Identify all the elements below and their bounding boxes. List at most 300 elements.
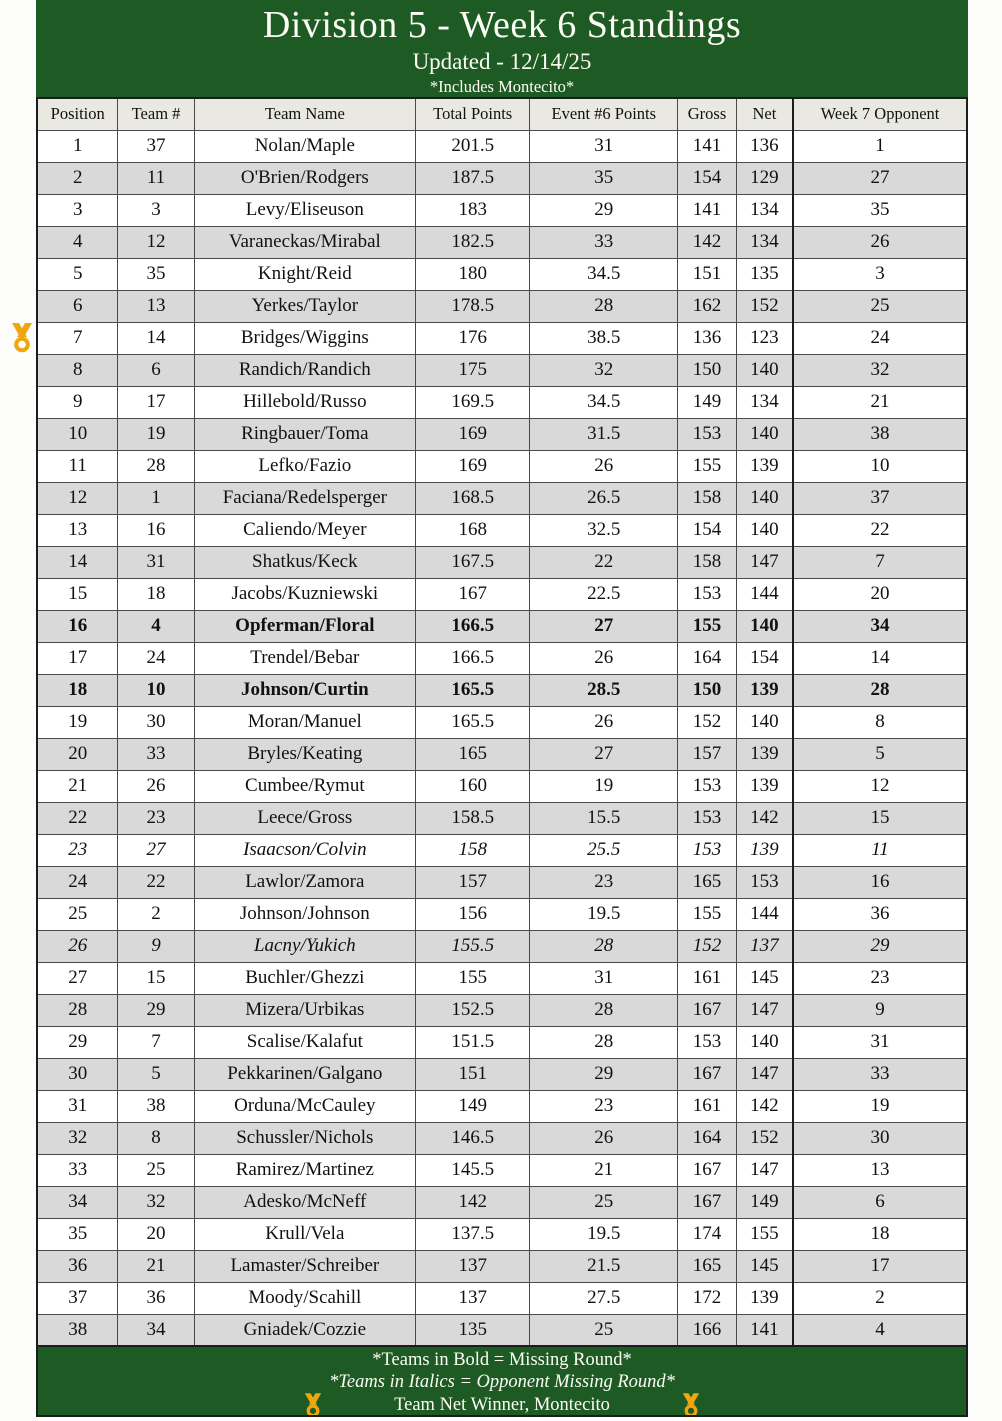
cell-total-points: 166.5 — [416, 610, 530, 642]
cell-total-points: 183 — [416, 194, 530, 226]
cell-position: 35 — [37, 1218, 118, 1250]
cell-team-name: Varaneckas/Mirabal — [194, 226, 415, 258]
cell-gross: 153 — [678, 802, 737, 834]
cell-net: 147 — [736, 994, 793, 1026]
cell-position: 38 — [37, 1314, 118, 1346]
cell-total-points: 201.5 — [416, 130, 530, 162]
table-row — [37, 322, 967, 354]
cell-team-num: 2 — [118, 898, 194, 930]
cell-team-name: Caliendo/Meyer — [194, 514, 415, 546]
footer-legend-band — [36, 1347, 968, 1417]
cell-week7-opponent: 31 — [793, 1026, 967, 1058]
cell-team-num: 23 — [118, 802, 194, 834]
cell-team-name: Moody/Scahill — [194, 1282, 415, 1314]
col-header-total-points: Total Points — [416, 98, 530, 130]
cell-event6-points: 23 — [530, 1090, 678, 1122]
cell-total-points: 168.5 — [416, 482, 530, 514]
cell-team-num: 9 — [118, 930, 194, 962]
cell-position: 6 — [37, 290, 118, 322]
cell-total-points: 168 — [416, 514, 530, 546]
cell-team-name: Lefko/Fazio — [194, 450, 415, 482]
table-row — [37, 866, 967, 898]
cell-gross: 153 — [678, 578, 737, 610]
cell-gross: 153 — [678, 834, 737, 866]
cell-team-name: Bridges/Wiggins — [194, 322, 415, 354]
cell-team-num: 30 — [118, 706, 194, 738]
cell-net: 140 — [736, 1026, 793, 1058]
cell-gross: 161 — [678, 1090, 737, 1122]
cell-total-points: 156 — [416, 898, 530, 930]
cell-team-num: 28 — [118, 450, 194, 482]
cell-team-name: Cumbee/Rymut — [194, 770, 415, 802]
cell-event6-points: 26 — [530, 450, 678, 482]
cell-gross: 164 — [678, 1122, 737, 1154]
table-row — [37, 834, 967, 866]
cell-total-points: 152.5 — [416, 994, 530, 1026]
cell-team-num: 27 — [118, 834, 194, 866]
cell-team-name: Lawlor/Zamora — [194, 866, 415, 898]
cell-total-points: 176 — [416, 322, 530, 354]
cell-gross: 153 — [678, 418, 737, 450]
cell-week7-opponent: 35 — [793, 194, 967, 226]
cell-position: 16 — [37, 610, 118, 642]
table-header — [37, 98, 967, 130]
cell-gross: 158 — [678, 546, 737, 578]
cell-event6-points: 19.5 — [530, 1218, 678, 1250]
cell-event6-points: 35 — [530, 162, 678, 194]
cell-gross: 167 — [678, 1058, 737, 1090]
cell-total-points: 169 — [416, 450, 530, 482]
cell-position: 23 — [37, 834, 118, 866]
cell-gross: 152 — [678, 706, 737, 738]
cell-week7-opponent: 11 — [793, 834, 967, 866]
cell-position: 5 — [37, 258, 118, 290]
cell-position: 8 — [37, 354, 118, 386]
cell-team-name: Gniadek/Cozzie — [194, 1314, 415, 1346]
cell-position: 15 — [37, 578, 118, 610]
page-title: Division 5 - Week 6 Standings — [262, 4, 742, 46]
cell-week7-opponent: 27 — [793, 162, 967, 194]
cell-team-name: Leece/Gross — [194, 802, 415, 834]
table-row — [37, 194, 967, 226]
cell-total-points: 145.5 — [416, 1154, 530, 1186]
cell-week7-opponent: 32 — [793, 354, 967, 386]
cell-net: 134 — [736, 226, 793, 258]
cell-team-name: Adesko/McNeff — [194, 1186, 415, 1218]
cell-total-points: 137.5 — [416, 1218, 530, 1250]
cell-event6-points: 33 — [530, 226, 678, 258]
cell-net: 139 — [736, 738, 793, 770]
cell-net: 140 — [736, 706, 793, 738]
cell-team-name: Johnson/Johnson — [194, 898, 415, 930]
standings-table — [36, 97, 968, 1347]
cell-team-name: Buchler/Ghezzi — [194, 962, 415, 994]
cell-team-name: Levy/Eliseuson — [194, 194, 415, 226]
cell-gross: 136 — [678, 322, 737, 354]
cell-team-num: 22 — [118, 866, 194, 898]
cell-team-name: Lamaster/Schreiber — [194, 1250, 415, 1282]
cell-event6-points: 26 — [530, 706, 678, 738]
cell-event6-points: 19.5 — [530, 898, 678, 930]
cell-net: 139 — [736, 450, 793, 482]
cell-gross: 162 — [678, 290, 737, 322]
medal-legend-line — [38, 1393, 966, 1417]
cell-total-points: 165.5 — [416, 706, 530, 738]
cell-gross: 161 — [678, 962, 737, 994]
cell-team-num: 21 — [118, 1250, 194, 1282]
cell-total-points: 167.5 — [416, 546, 530, 578]
cell-event6-points: 28 — [530, 290, 678, 322]
cell-team-name: Johnson/Curtin — [194, 674, 415, 706]
cell-event6-points: 21 — [530, 1154, 678, 1186]
cell-team-num: 36 — [118, 1282, 194, 1314]
table-row — [37, 1058, 967, 1090]
cell-gross: 141 — [678, 130, 737, 162]
cell-week7-opponent: 2 — [793, 1282, 967, 1314]
cell-net: 140 — [736, 610, 793, 642]
cell-team-num: 14 — [118, 322, 194, 354]
cell-week7-opponent: 29 — [793, 930, 967, 962]
cell-net: 142 — [736, 1090, 793, 1122]
table-row — [37, 162, 967, 194]
cell-net: 140 — [736, 418, 793, 450]
cell-team-name: Shatkus/Keck — [194, 546, 415, 578]
cell-position: 11 — [37, 450, 118, 482]
cell-event6-points: 34.5 — [530, 386, 678, 418]
cell-position: 36 — [37, 1250, 118, 1282]
cell-gross: 167 — [678, 994, 737, 1026]
net-winner-medal-icon — [11, 323, 33, 353]
cell-net: 147 — [736, 546, 793, 578]
cell-position: 22 — [37, 802, 118, 834]
cell-net: 140 — [736, 482, 793, 514]
cell-event6-points: 26.5 — [530, 482, 678, 514]
cell-net: 154 — [736, 642, 793, 674]
table-row — [37, 1026, 967, 1058]
table-row — [37, 578, 967, 610]
cell-position: 1 — [37, 130, 118, 162]
table-row — [37, 674, 967, 706]
cell-net: 123 — [736, 322, 793, 354]
cell-event6-points: 29 — [530, 1058, 678, 1090]
cell-gross: 167 — [678, 1154, 737, 1186]
cell-gross: 154 — [678, 162, 737, 194]
cell-team-name: Pekkarinen/Galgano — [194, 1058, 415, 1090]
cell-total-points: 180 — [416, 258, 530, 290]
cell-event6-points: 28 — [530, 1026, 678, 1058]
cell-event6-points: 25 — [530, 1314, 678, 1346]
cell-week7-opponent: 20 — [793, 578, 967, 610]
cell-position: 18 — [37, 674, 118, 706]
cell-position: 31 — [37, 1090, 118, 1122]
cell-gross: 142 — [678, 226, 737, 258]
cell-week7-opponent: 1 — [793, 130, 967, 162]
cell-gross: 153 — [678, 1026, 737, 1058]
cell-total-points: 165 — [416, 738, 530, 770]
table-row — [37, 514, 967, 546]
cell-net: 147 — [736, 1058, 793, 1090]
medal-legend-text: Team Net Winner, Montecito — [394, 1395, 610, 1415]
cell-team-name: Krull/Vela — [194, 1218, 415, 1250]
table-row — [37, 1250, 967, 1282]
cell-team-name: Ramirez/Martinez — [194, 1154, 415, 1186]
cell-team-num: 38 — [118, 1090, 194, 1122]
table-body — [37, 130, 967, 1346]
cell-total-points: 146.5 — [416, 1122, 530, 1154]
cell-total-points: 135 — [416, 1314, 530, 1346]
table-row — [37, 482, 967, 514]
cell-gross: 152 — [678, 930, 737, 962]
cell-team-num: 11 — [118, 162, 194, 194]
cell-net: 144 — [736, 898, 793, 930]
table-row — [37, 610, 967, 642]
cell-team-num: 1 — [118, 482, 194, 514]
cell-total-points: 158.5 — [416, 802, 530, 834]
col-header-net: Net — [736, 98, 793, 130]
cell-event6-points: 32 — [530, 354, 678, 386]
cell-week7-opponent: 7 — [793, 546, 967, 578]
cell-gross: 154 — [678, 514, 737, 546]
cell-total-points: 165.5 — [416, 674, 530, 706]
title-band — [36, 0, 968, 97]
cell-gross: 165 — [678, 1250, 737, 1282]
cell-gross: 158 — [678, 482, 737, 514]
cell-event6-points: 19 — [530, 770, 678, 802]
cell-team-num: 6 — [118, 354, 194, 386]
table-row — [37, 994, 967, 1026]
cell-team-name: Orduna/McCauley — [194, 1090, 415, 1122]
cell-position: 25 — [37, 898, 118, 930]
cell-event6-points: 31.5 — [530, 418, 678, 450]
cell-position: 34 — [37, 1186, 118, 1218]
cell-total-points: 151.5 — [416, 1026, 530, 1058]
cell-total-points: 182.5 — [416, 226, 530, 258]
table-row — [37, 642, 967, 674]
cell-net: 153 — [736, 866, 793, 898]
cell-team-name: Jacobs/Kuzniewski — [194, 578, 415, 610]
cell-team-num: 32 — [118, 1186, 194, 1218]
cell-position: 17 — [37, 642, 118, 674]
cell-team-num: 18 — [118, 578, 194, 610]
cell-week7-opponent: 24 — [793, 322, 967, 354]
cell-position: 30 — [37, 1058, 118, 1090]
cell-week7-opponent: 16 — [793, 866, 967, 898]
cell-position: 21 — [37, 770, 118, 802]
cell-gross: 155 — [678, 898, 737, 930]
cell-event6-points: 38.5 — [530, 322, 678, 354]
cell-team-num: 29 — [118, 994, 194, 1026]
cell-total-points: 175 — [416, 354, 530, 386]
cell-team-name: Knight/Reid — [194, 258, 415, 290]
cell-event6-points: 21.5 — [530, 1250, 678, 1282]
cell-week7-opponent: 15 — [793, 802, 967, 834]
cell-position: 2 — [37, 162, 118, 194]
cell-team-name: Randich/Randich — [194, 354, 415, 386]
cell-week7-opponent: 3 — [793, 258, 967, 290]
cell-team-num: 33 — [118, 738, 194, 770]
medal-icon-right — [682, 1393, 700, 1417]
cell-net: 147 — [736, 1154, 793, 1186]
cell-team-num: 13 — [118, 290, 194, 322]
italics-legend: *Teams in Italics = Opponent Missing Round* — [329, 1372, 675, 1392]
cell-net: 137 — [736, 930, 793, 962]
cell-gross: 155 — [678, 610, 737, 642]
cell-event6-points: 26 — [530, 642, 678, 674]
table-row — [37, 418, 967, 450]
cell-total-points: 167 — [416, 578, 530, 610]
cell-team-name: O'Brien/Rodgers — [194, 162, 415, 194]
cell-week7-opponent: 30 — [793, 1122, 967, 1154]
cell-team-num: 5 — [118, 1058, 194, 1090]
cell-week7-opponent: 13 — [793, 1154, 967, 1186]
table-row — [37, 770, 967, 802]
cell-team-name: Schussler/Nichols — [194, 1122, 415, 1154]
cell-position: 20 — [37, 738, 118, 770]
cell-event6-points: 27 — [530, 738, 678, 770]
cell-total-points: 155 — [416, 962, 530, 994]
cell-gross: 150 — [678, 674, 737, 706]
cell-team-num: 26 — [118, 770, 194, 802]
cell-gross: 141 — [678, 194, 737, 226]
cell-week7-opponent: 14 — [793, 642, 967, 674]
cell-event6-points: 32.5 — [530, 514, 678, 546]
table-row — [37, 546, 967, 578]
cell-gross: 164 — [678, 642, 737, 674]
cell-net: 152 — [736, 290, 793, 322]
cell-event6-points: 34.5 — [530, 258, 678, 290]
cell-week7-opponent: 26 — [793, 226, 967, 258]
cell-position: 28 — [37, 994, 118, 1026]
cell-team-name: Trendel/Bebar — [194, 642, 415, 674]
cell-net: 139 — [736, 674, 793, 706]
cell-event6-points: 29 — [530, 194, 678, 226]
cell-position: 13 — [37, 514, 118, 546]
table-row — [37, 354, 967, 386]
cell-total-points: 149 — [416, 1090, 530, 1122]
cell-net: 140 — [736, 514, 793, 546]
cell-team-num: 35 — [118, 258, 194, 290]
cell-gross: 155 — [678, 450, 737, 482]
cell-event6-points: 31 — [530, 962, 678, 994]
table-row — [37, 1154, 967, 1186]
cell-position: 27 — [37, 962, 118, 994]
table-row — [37, 962, 967, 994]
cell-week7-opponent: 6 — [793, 1186, 967, 1218]
cell-team-num: 20 — [118, 1218, 194, 1250]
col-header-gross: Gross — [678, 98, 737, 130]
cell-position: 12 — [37, 482, 118, 514]
cell-gross: 149 — [678, 386, 737, 418]
cell-net: 139 — [736, 770, 793, 802]
cell-position: 26 — [37, 930, 118, 962]
cell-team-num: 19 — [118, 418, 194, 450]
cell-total-points: 137 — [416, 1250, 530, 1282]
cell-gross: 157 — [678, 738, 737, 770]
cell-team-num: 25 — [118, 1154, 194, 1186]
col-header-position: Position — [37, 98, 118, 130]
cell-week7-opponent: 37 — [793, 482, 967, 514]
cell-team-name: Nolan/Maple — [194, 130, 415, 162]
cell-net: 149 — [736, 1186, 793, 1218]
cell-week7-opponent: 33 — [793, 1058, 967, 1090]
cell-week7-opponent: 36 — [793, 898, 967, 930]
cell-week7-opponent: 28 — [793, 674, 967, 706]
cell-position: 33 — [37, 1154, 118, 1186]
table-row — [37, 450, 967, 482]
table-row — [37, 1186, 967, 1218]
cell-total-points: 169.5 — [416, 386, 530, 418]
cell-total-points: 169 — [416, 418, 530, 450]
col-header-week7-opponent: Week 7 Opponent — [793, 98, 967, 130]
cell-event6-points: 28 — [530, 994, 678, 1026]
cell-week7-opponent: 17 — [793, 1250, 967, 1282]
cell-week7-opponent: 25 — [793, 290, 967, 322]
cell-position: 9 — [37, 386, 118, 418]
cell-team-name: Bryles/Keating — [194, 738, 415, 770]
cell-team-num: 3 — [118, 194, 194, 226]
cell-gross: 167 — [678, 1186, 737, 1218]
cell-position: 32 — [37, 1122, 118, 1154]
cell-gross: 151 — [678, 258, 737, 290]
cell-position: 3 — [37, 194, 118, 226]
cell-event6-points: 27.5 — [530, 1282, 678, 1314]
cell-team-num: 37 — [118, 130, 194, 162]
cell-team-num: 15 — [118, 962, 194, 994]
cell-total-points: 142 — [416, 1186, 530, 1218]
cell-position: 14 — [37, 546, 118, 578]
cell-team-num: 12 — [118, 226, 194, 258]
cell-team-name: Lacny/Yukich — [194, 930, 415, 962]
cell-event6-points: 27 — [530, 610, 678, 642]
includes-note: *Includes Montecito* — [429, 77, 575, 96]
cell-event6-points: 22 — [530, 546, 678, 578]
cell-team-name: Mizera/Urbikas — [194, 994, 415, 1026]
cell-team-name: Isaacson/Colvin — [194, 834, 415, 866]
cell-team-num: 34 — [118, 1314, 194, 1346]
cell-event6-points: 28 — [530, 930, 678, 962]
table-row — [37, 386, 967, 418]
cell-event6-points: 28.5 — [530, 674, 678, 706]
cell-gross: 153 — [678, 770, 737, 802]
cell-net: 145 — [736, 1250, 793, 1282]
table-row — [37, 290, 967, 322]
col-header-event6-points: Event #6 Points — [530, 98, 678, 130]
cell-team-num: 31 — [118, 546, 194, 578]
cell-net: 139 — [736, 1282, 793, 1314]
cell-net: 139 — [736, 834, 793, 866]
cell-event6-points: 25 — [530, 1186, 678, 1218]
cell-net: 144 — [736, 578, 793, 610]
updated-date: Updated - 12/14/25 — [412, 49, 592, 74]
cell-week7-opponent: 10 — [793, 450, 967, 482]
cell-position: 24 — [37, 866, 118, 898]
col-header-team-number: Team # — [118, 98, 194, 130]
cell-gross: 150 — [678, 354, 737, 386]
cell-week7-opponent: 5 — [793, 738, 967, 770]
cell-gross: 174 — [678, 1218, 737, 1250]
table-row — [37, 738, 967, 770]
cell-event6-points: 25.5 — [530, 834, 678, 866]
cell-week7-opponent: 23 — [793, 962, 967, 994]
cell-total-points: 166.5 — [416, 642, 530, 674]
table-row — [37, 130, 967, 162]
cell-week7-opponent: 12 — [793, 770, 967, 802]
cell-team-name: Ringbauer/Toma — [194, 418, 415, 450]
cell-team-num: 4 — [118, 610, 194, 642]
cell-team-num: 17 — [118, 386, 194, 418]
table-row — [37, 1122, 967, 1154]
table-row — [37, 1218, 967, 1250]
